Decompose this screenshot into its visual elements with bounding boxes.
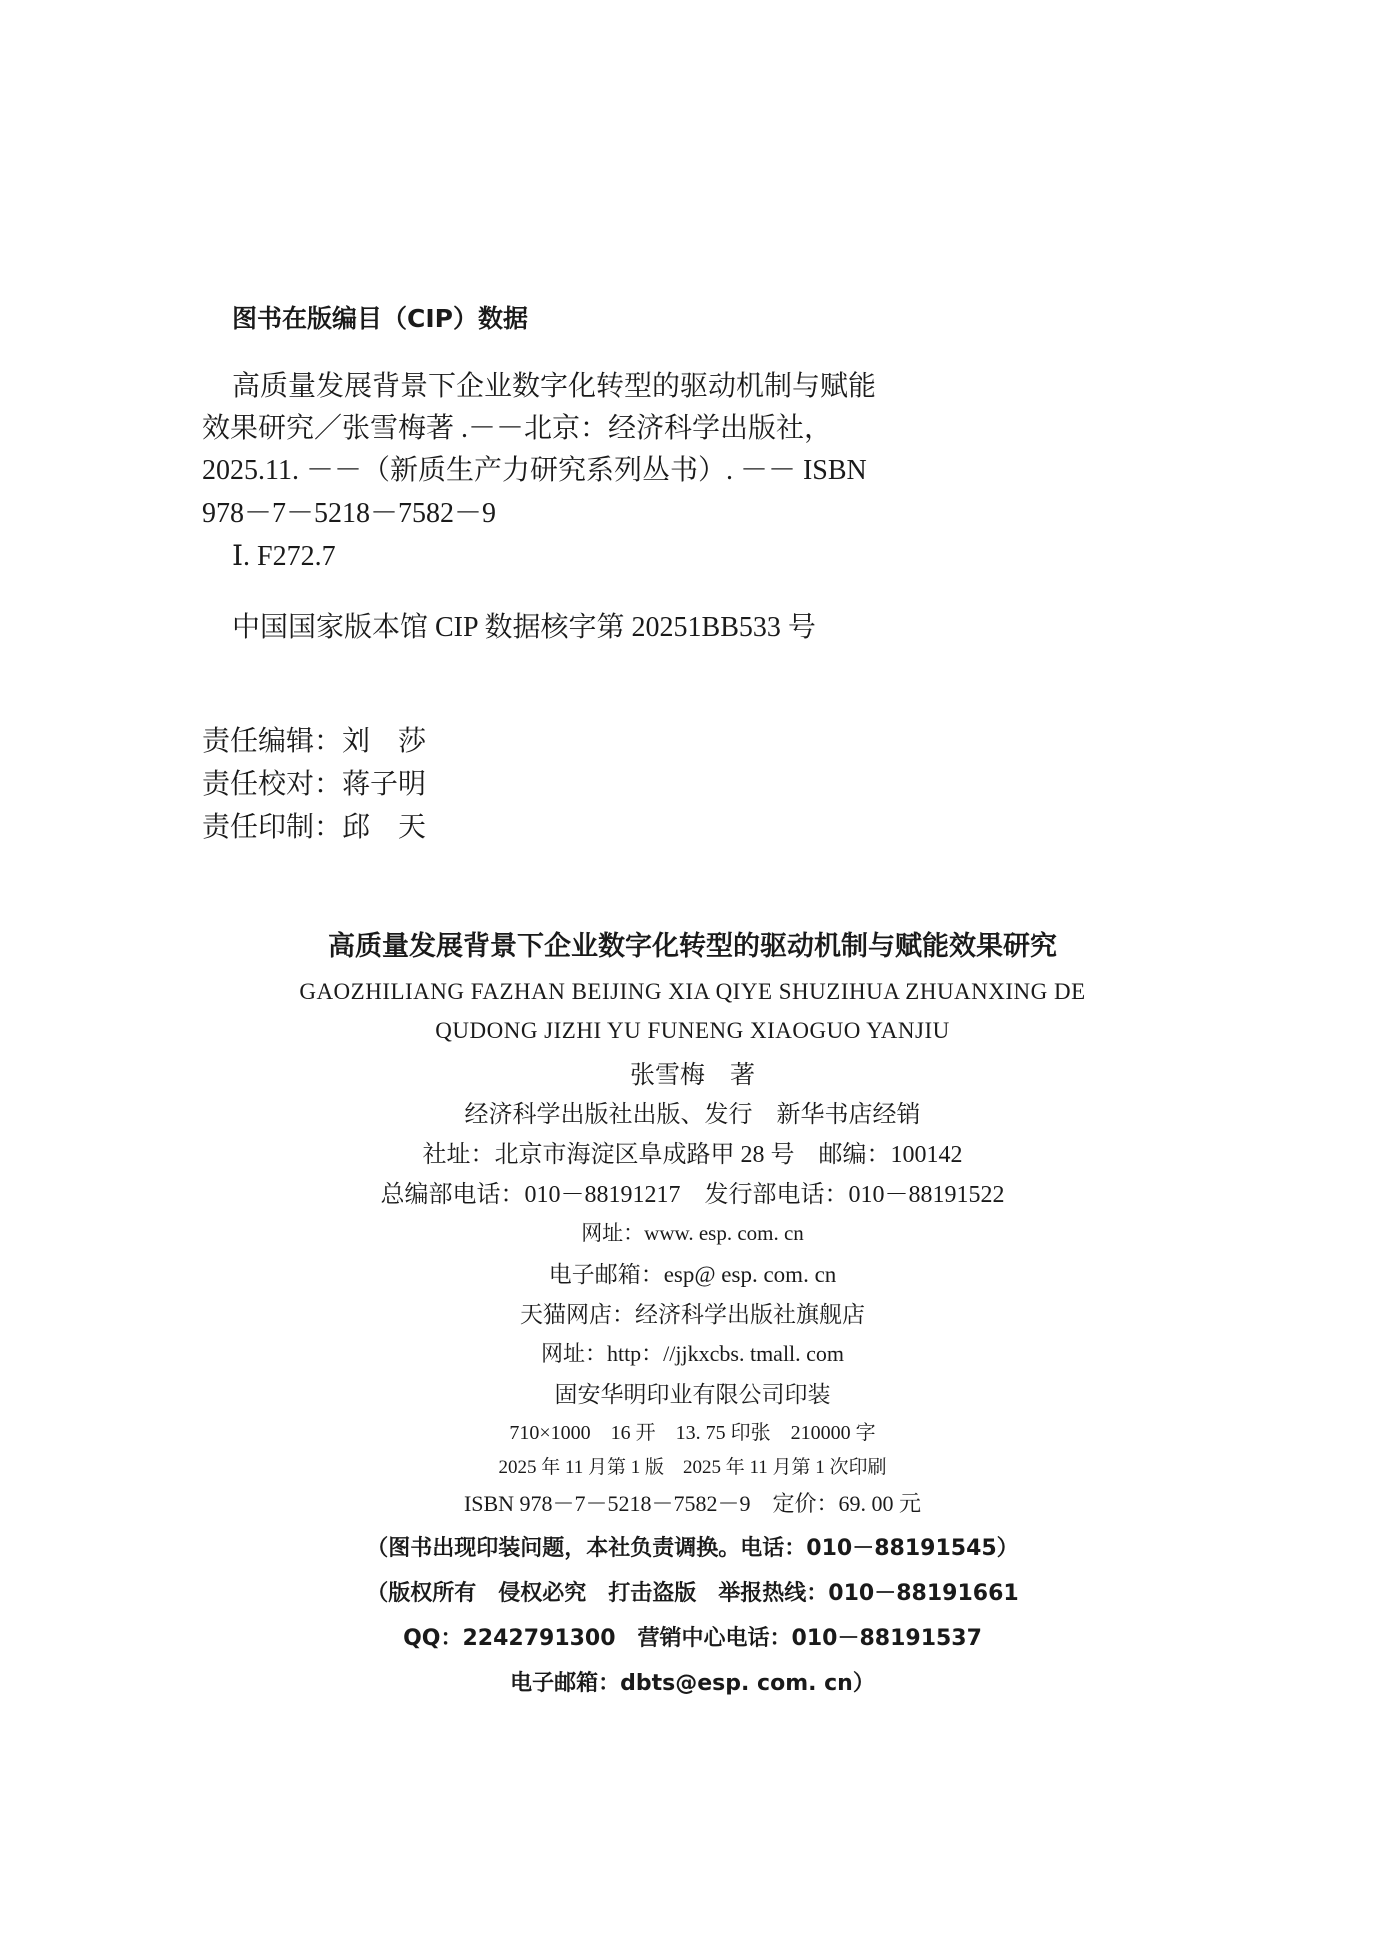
book-title-pinyin: QUDONG JIZHI YU FUNENG XIAOGUO YANJIU (435, 1018, 950, 1043)
format-line: 710×1000 16 开 13. 75 印张 210000 字 (509, 1422, 876, 1444)
cip-description-line: 978－7－5218－7582－9 (202, 498, 497, 529)
printing-issue-notice: （图书出现印装问题，本社负责调换。电话：010－88191545） (366, 1536, 1019, 1561)
book-author: 张雪梅 著 (629, 1062, 755, 1089)
cip-description-line: 高质量发展背景下企业数字化转型的驱动机制与赋能 (232, 371, 877, 402)
cip-description-line: 2025.11. －－（新质生产力研究系列丛书）. －－ ISBN (202, 455, 867, 486)
tmall-url-line: 网址：http：//jjkxcbs. tmall. com (540, 1341, 845, 1366)
address-line: 社址：北京市海淀区阜成路甲 28 号 邮编：100142 (422, 1142, 963, 1168)
cip-description-line: 效果研究／张雪梅著 .－－北京：经济科学出版社， (202, 413, 833, 444)
book-title: 高质量发展背景下企业数字化转型的驱动机制与赋能效果研究 (328, 931, 1057, 962)
publisher-line: 经济科学出版社出版、发行 新华书店经销 (464, 1102, 921, 1128)
piracy-email-line: 电子邮箱：dbts@esp. com. cn） (510, 1671, 875, 1696)
isbn-price-line: ISBN 978－7－5218－7582－9 定价：69. 00 元 (463, 1491, 922, 1516)
qq-marketing-line: QQ：2242791300 营销中心电话：010－88191537 (403, 1626, 982, 1651)
cip-classification: Ⅰ. F272.7 (232, 541, 336, 572)
tmall-store-line: 天猫网店：经济科学出版社旗舰店 (520, 1302, 865, 1327)
responsible-editor: 责任编辑：刘 莎 (202, 726, 427, 757)
responsible-proofreader: 责任校对：蒋子明 (202, 769, 427, 800)
responsible-printing: 责任印制：邱 天 (202, 812, 427, 843)
cip-approval-note: 中国国家版本馆 CIP 数据核字第 20251BB533 号 (232, 612, 816, 643)
printer-line: 固安华明印业有限公司印装 (554, 1382, 831, 1407)
email-line: 电子邮箱：esp@ esp. com. cn (548, 1262, 837, 1287)
phone-line: 总编部电话：010－88191217 发行部电话：010－88191522 (380, 1182, 1005, 1208)
website-line: 网址：www. esp. com. cn (581, 1221, 804, 1245)
edition-line: 2025 年 11 月第 1 版 2025 年 11 月第 1 次印刷 (498, 1457, 887, 1478)
copyright-notice: （版权所有 侵权必究 打击盗版 举报热线：010－88191661 (366, 1581, 1019, 1606)
book-title-pinyin: GAOZHILIANG FAZHAN BEIJING XIA QIYE SHUZIHUA ZHUANXING DE (299, 979, 1086, 1004)
cip-heading: 图书在版编目（CIP）数据 (232, 304, 528, 333)
